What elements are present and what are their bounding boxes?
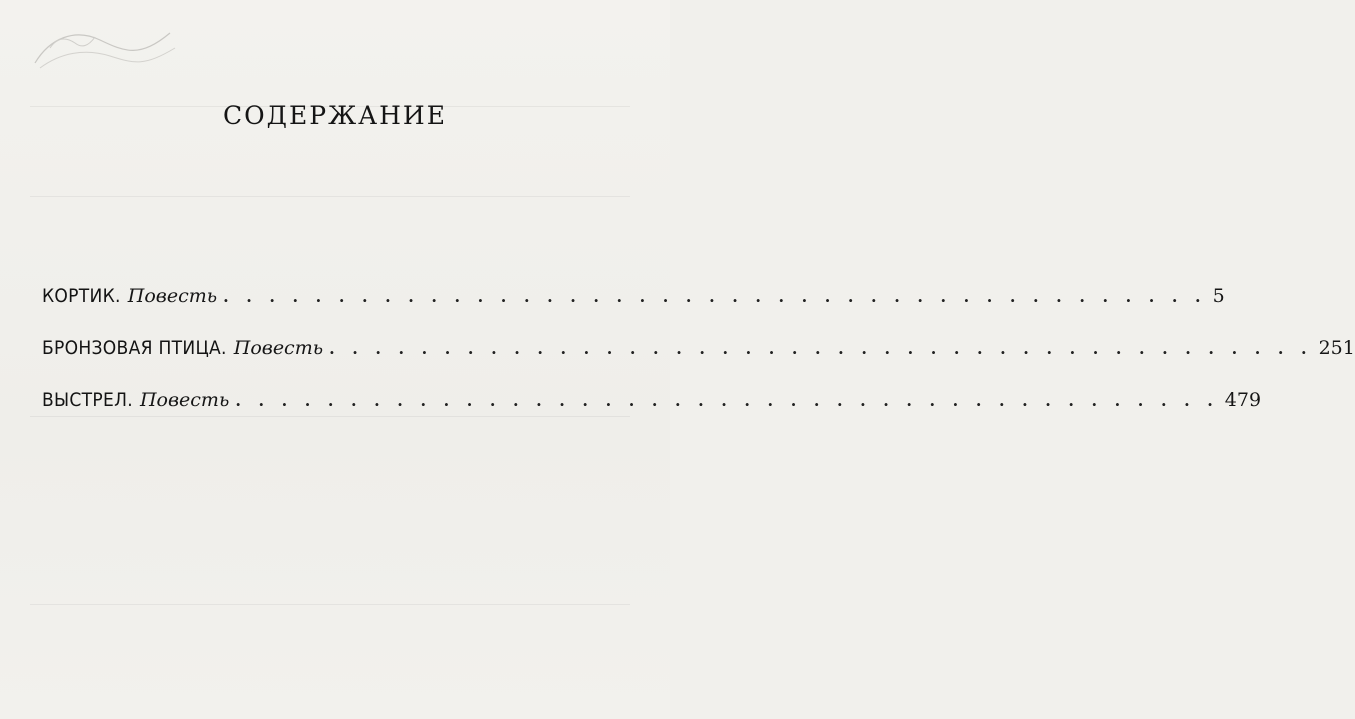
toc-entry-kortik[interactable] — [42, 285, 1225, 313]
toc-dot-leader: . . . . . . . . . . . . . . . . . . . . . . . . . . . . . . . . . . . . . . . . . . . — [235, 391, 1219, 410]
toc-entry-title: КОРТИК. — [42, 285, 121, 307]
toc-entry-title: ВЫСТРЕЛ. — [42, 389, 133, 411]
toc-entry-genre: Повесть — [233, 337, 324, 359]
toc-entry-page-number: 251 — [1318, 337, 1355, 359]
toc-dot-leader: . . . . . . . . . . . . . . . . . . . . . . . . . . . . . . . . . . . . . . . . . . . — [329, 339, 1313, 358]
contents-heading: СОДЕРЖАНИЕ — [223, 100, 447, 130]
toc-dot-leader: . . . . . . . . . . . . . . . . . . . . . . . . . . . . . . . . . . . . . . . . . . . — [223, 287, 1207, 306]
toc-entry-vystrel[interactable] — [42, 389, 1262, 417]
toc-entry-genre: Повесть — [139, 389, 230, 411]
toc-entry-bronzovaya-ptitsa[interactable] — [42, 337, 1355, 365]
toc-entry-page-number: 479 — [1224, 389, 1262, 411]
decorative-ornament-icon — [30, 18, 180, 78]
toc-entry-genre: Повесть — [127, 285, 218, 307]
bleed-through-line — [30, 182, 630, 197]
bleed-through-line — [30, 590, 630, 605]
toc-entry-page-number: 5 — [1212, 285, 1225, 307]
toc-entry-title: БРОНЗОВАЯ ПТИЦА. — [42, 337, 227, 359]
table-of-contents — [42, 285, 1355, 441]
